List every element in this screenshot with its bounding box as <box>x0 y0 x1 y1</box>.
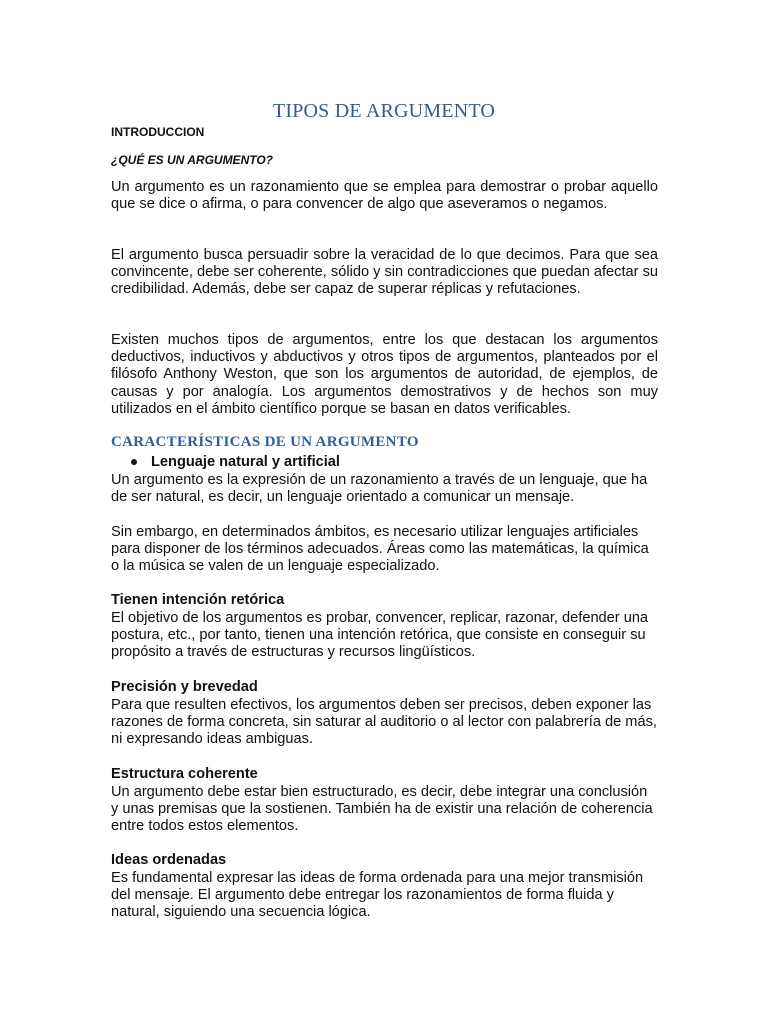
characteristic-paragraph: Un argumento debe estar bien estructurado, es decir, debe integrar una conclusión y unas premisas que la sostienen. También ha de existir una relación de coherencia entre todos estos elementos. <box>111 784 653 835</box>
bullet-item <box>131 454 340 470</box>
bullet-heading: Lenguaje natural y artificial <box>151 454 340 470</box>
document-title: TIPOS DE ARGUMENTO <box>272 100 496 122</box>
subheading: Precisión y brevedad <box>111 679 258 695</box>
characteristic-paragraph: Un argumento es la expresión de un razonamiento a través de un lenguaje, que ha de ser natural, es decir, un lenguaje orientado a comunicar un mensaje. <box>111 472 648 506</box>
characteristic-paragraph: El objetivo de los argumentos es probar, convencer, replicar, razonar, defender una postura, etc., por tanto, tienen una intención retórica, que consiste en conseguir su propósito a través de estructuras y recursos lingüísticos. <box>111 610 649 661</box>
subheading: Tienen intención retórica <box>111 592 285 608</box>
question-heading: ¿QUÉ ES UN ARGUMENTO? <box>111 153 274 167</box>
section-heading: CARACTERÍSTICAS DE UN ARGUMENTO <box>111 434 419 450</box>
intro-paragraph-2: El argumento busca persuadir sobre la veracidad de lo que decimos. Para que sea convincente, debe ser coherente, sólido y sin contradicciones que puedan afectar su credibilidad. Además, debe ser capaz de superar réplicas y refutaciones. <box>111 247 658 298</box>
intro-label: INTRODUCCION <box>111 125 205 139</box>
intro-paragraph-1: Un argumento es un razonamiento que se emplea para demostrar o probar aquello que se dice o afirma, o para convencer de algo que aseveramos o negamos. <box>111 179 658 213</box>
characteristic-paragraph: Sin embargo, en determinados ámbitos, es necesario utilizar lenguajes artificiales para disponer de los términos adecuados. Áreas como las matemáticas, la química o la música se valen de un lenguaje especializado. <box>111 524 649 575</box>
subheading: Ideas ordenadas <box>111 852 227 868</box>
bullet-icon <box>131 459 137 465</box>
characteristic-paragraph: Para que resulten efectivos, los argumentos deben ser precisos, deben exponer las razones de forma concreta, sin saturar al auditorio o al lector con palabrería de más, ni expresando ideas ambiguas. <box>111 697 657 748</box>
intro-paragraph-3: Existen muchos tipos de argumentos, entre los que destacan los argumentos deductivos, inductivos y abductivos y otros tipos de argumentos, planteados por el filósofo Anthony Weston, que son los argumentos de autoridad, de ejemplos, de causas y por analogía. Los argumentos demostrativos y de hechos son muy utilizados en el ámbito científico porque se basan en datos verificables. <box>111 332 658 417</box>
subheading: Estructura coherente <box>111 766 258 782</box>
characteristic-paragraph: Es fundamental expresar las ideas de forma ordenada para una mejor transmisión del mensaje. El argumento debe entregar los razonamientos de forma fluida y natural, siguiendo una secuencia lógica. <box>111 870 644 921</box>
